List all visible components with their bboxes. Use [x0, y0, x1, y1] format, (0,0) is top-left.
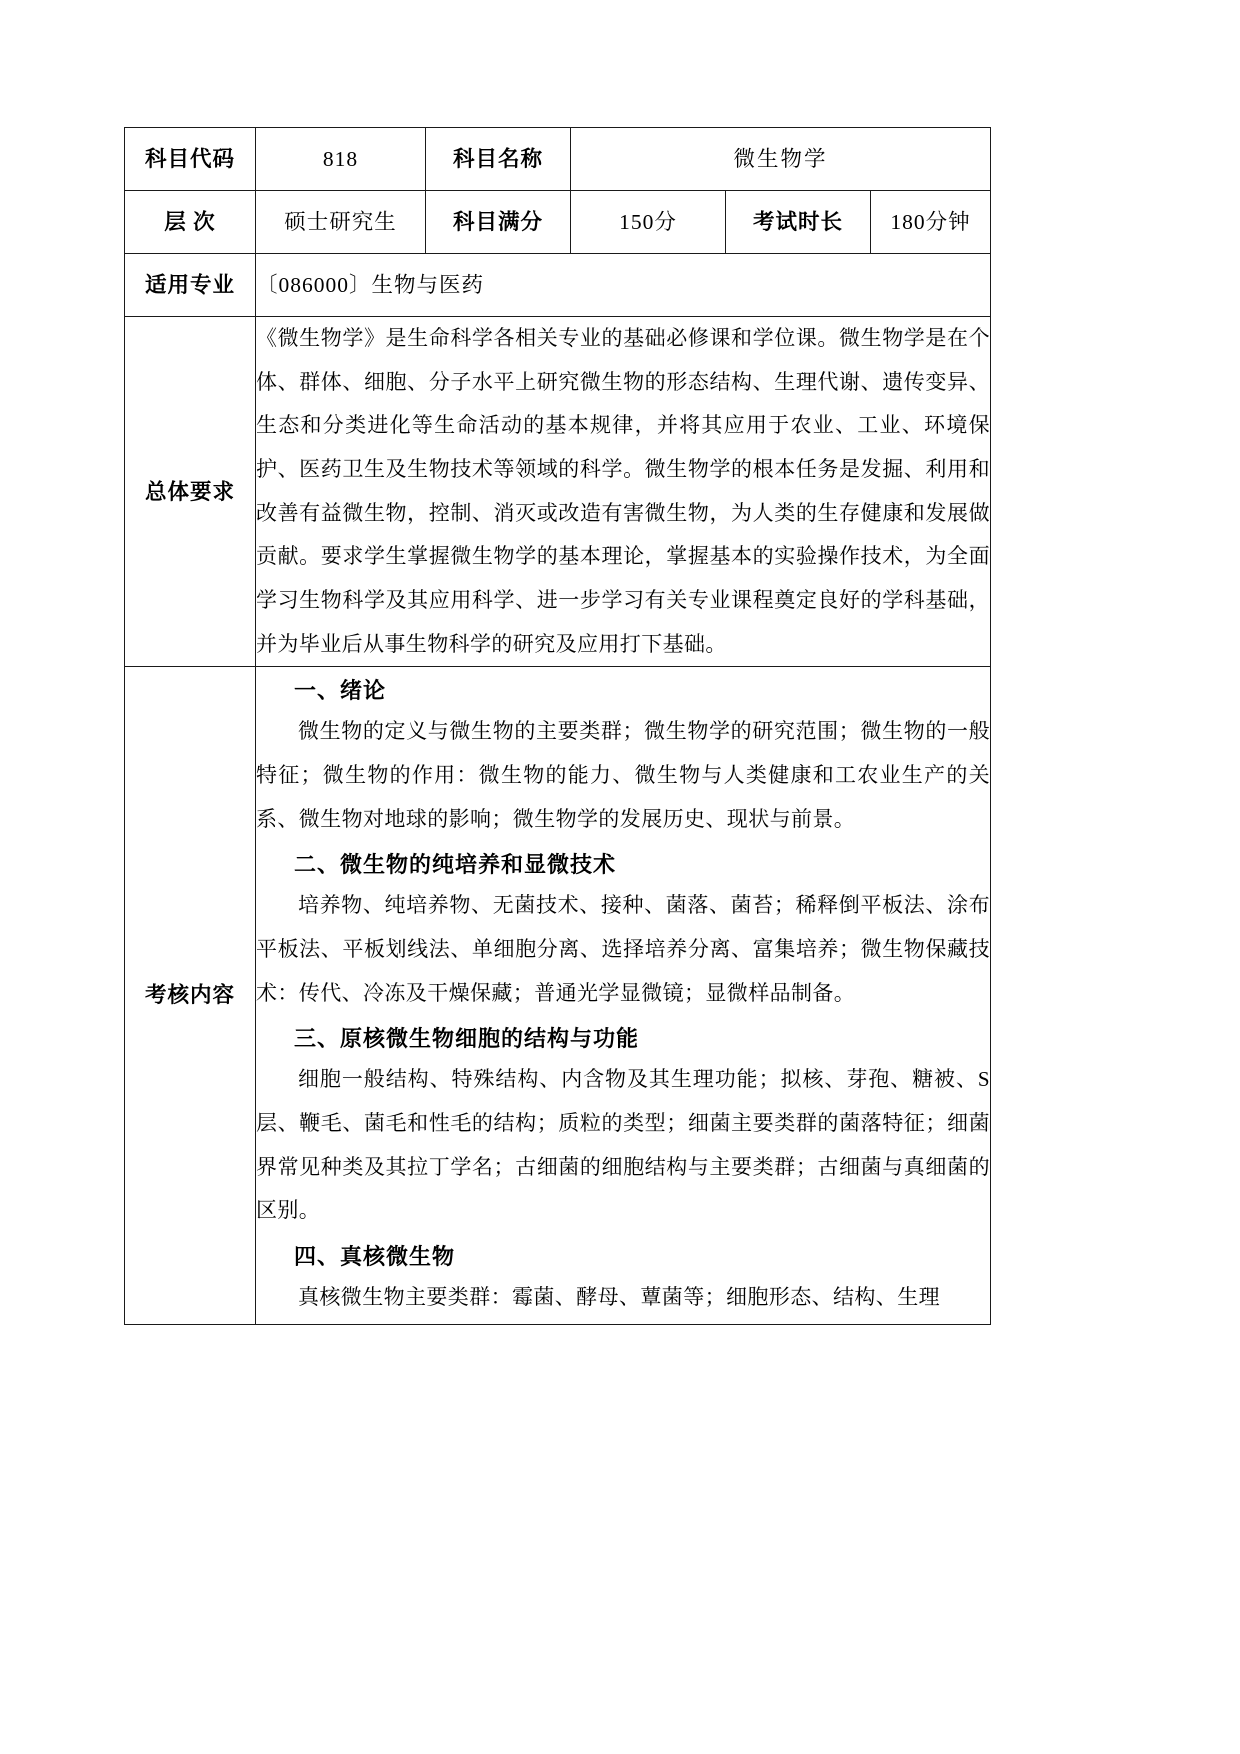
table-row-major	[125, 254, 991, 317]
major-label: 适用专业	[125, 254, 256, 317]
overall-requirements-text: 《微生物学》是生命科学各相关专业的基础必修课和学位课。微生物学是在个体、群体、细胞、分子水平上研究微生物的形态结构、生理代谢、遗传变异、生态和分类进化等生命活动的基本规律，并将其应用于农业、工业、环境保护、医药卫生及生物技术等领域的科学。微生物学的根本任务是发掘、利用和改善有益微生物，控制、消灭或改造有害微生物，为人类的生存健康和发展做贡献。要求学生掌握微生物学的基本理论，掌握基本的实验操作技术，为全面学习生物科学及其应用科学、进一步学习有关专业课程奠定良好的学科基础，并为毕业后从事生物科学的研究及应用打下基础。	[256, 326, 990, 656]
subject-name-label: 科目名称	[426, 128, 571, 191]
overall-requirements-label: 总体要求	[125, 317, 256, 667]
duration-label: 考试时长	[726, 191, 871, 254]
full-score-value: 150分	[571, 191, 726, 254]
section-body-2: 培养物、纯培养物、无菌技术、接种、菌落、菌苔；稀释倒平板法、涂布平板法、平板划线法、单细胞分离、选择培养分离、富集培养；微生物保藏技术：传代、冷冻及干燥保藏；普通光学显微镜；显微样品制备。	[256, 893, 990, 1005]
section-heading-1: 一、绪论	[294, 679, 387, 705]
level-value: 硕士研究生	[256, 191, 426, 254]
overall-requirements-cell	[256, 317, 991, 667]
table-row-overall	[125, 317, 991, 667]
exam-content-cell	[256, 667, 991, 1324]
subject-code-value: 818	[256, 128, 426, 191]
section-body-4: 真核微生物主要类群：霉菌、酵母、蕈菌等；细胞形态、结构、生理	[298, 1285, 940, 1310]
subject-code-label: 科目代码	[125, 128, 256, 191]
subject-name-value: 微生物学	[571, 128, 991, 191]
syllabus-table	[124, 127, 991, 1325]
exam-content-label: 考核内容	[125, 667, 256, 1324]
section-heading-4: 四、真核微生物	[294, 1245, 456, 1271]
section-body-3: 细胞一般结构、特殊结构、内含物及其生理功能；拟核、芽孢、糖被、S层、鞭毛、菌毛和性毛的结构；质粒的类型；细菌主要类群的菌落特征；细菌界常见种类及其拉丁学名；古细菌的细胞结构与主要类群；古细菌与真细菌的区别。	[256, 1067, 990, 1223]
table-row-level	[125, 191, 991, 254]
level-label: 层 次	[125, 191, 256, 254]
section-body-1: 微生物的定义与微生物的主要类群；微生物学的研究范围；微生物的一般特征；微生物的作用：微生物的能力、微生物与人类健康和工农业生产的关系、微生物对地球的影响；微生物学的发展历史、现状与前景。	[256, 719, 990, 831]
table-row-subject	[125, 128, 991, 191]
section-heading-3: 三、原核微生物细胞的结构与功能	[294, 1027, 640, 1053]
major-value: 〔086000〕生物与医药	[256, 254, 991, 317]
section-heading-2: 二、微生物的纯培养和显微技术	[294, 853, 617, 879]
full-score-label: 科目满分	[426, 191, 571, 254]
table-row-exam-content	[125, 667, 991, 1324]
duration-value: 180分钟	[871, 191, 991, 254]
